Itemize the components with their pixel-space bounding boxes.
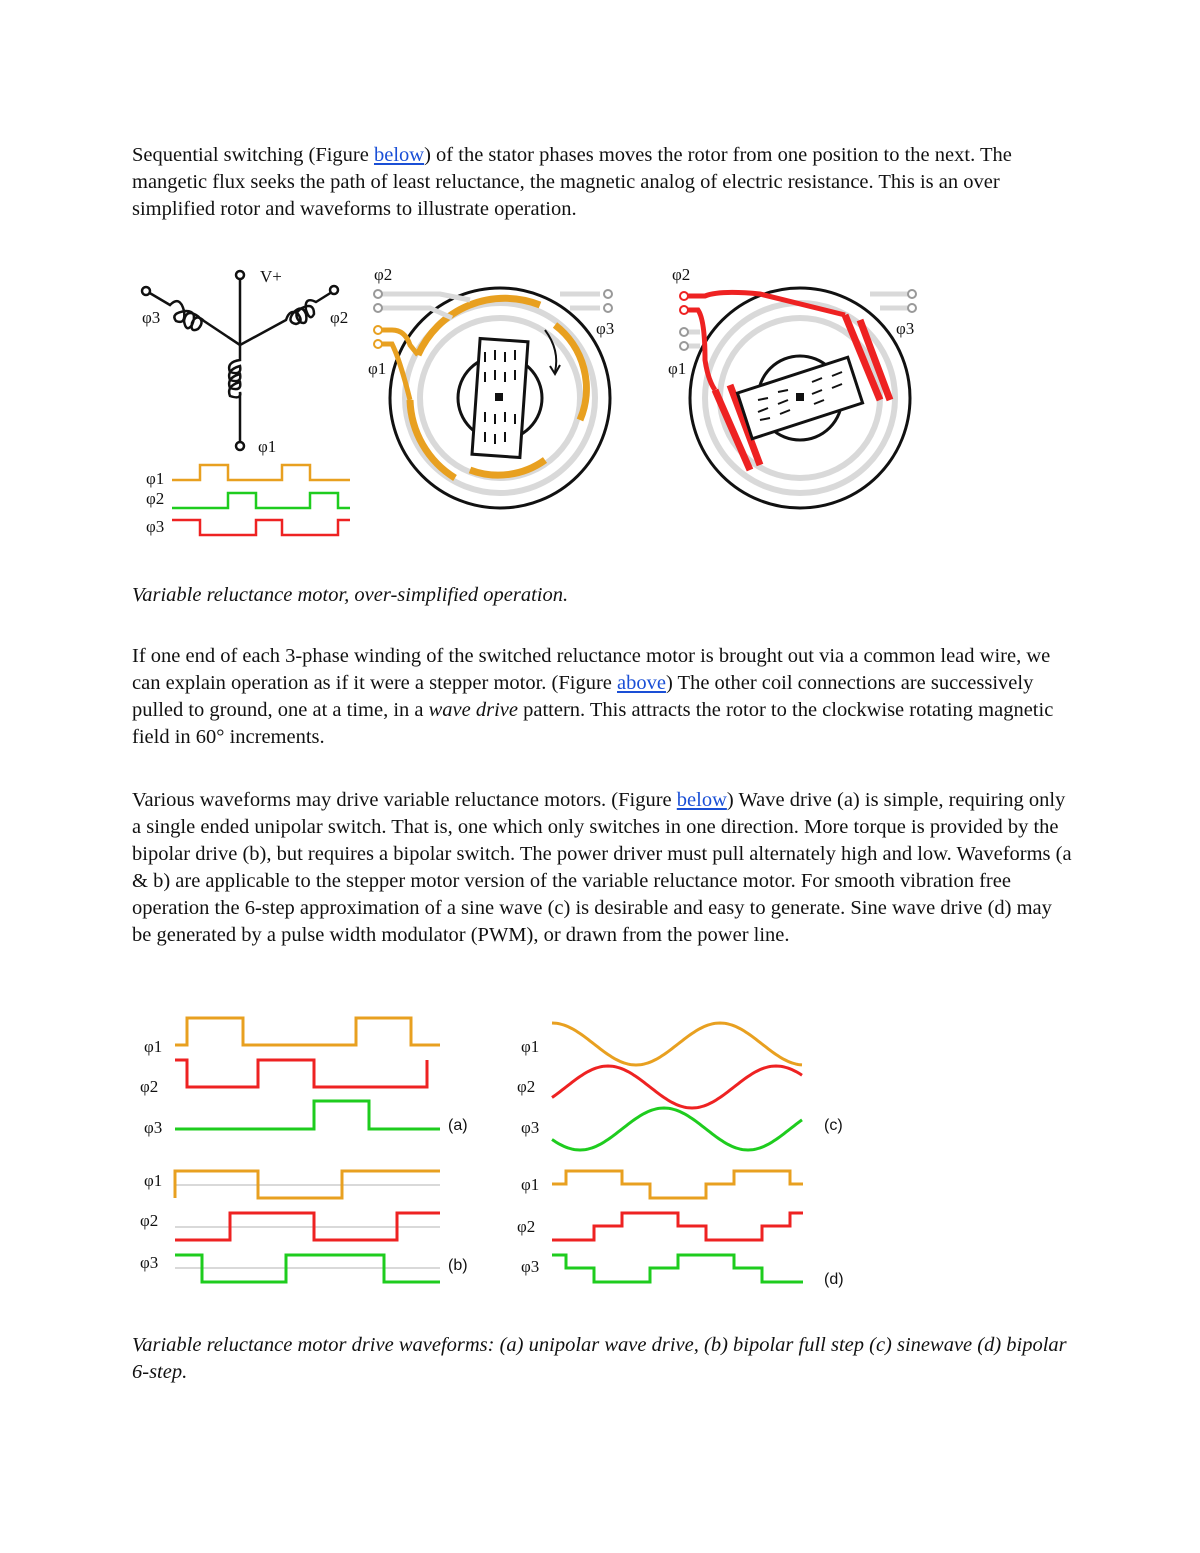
b-phi2-label: φ2 [140,1211,159,1230]
paragraph-3 [132,787,1072,949]
figure-2-caption: Variable reluctance motor drive waveforms: (a) unipolar wave drive, (b) bipolar full step (c) sinewave (d) bipolar 6-step. [132,1334,1067,1383]
waveform-c [552,1023,802,1150]
paragraph-2-text-c: pattern. This attracts the rotor to the clockwise rotating magnetic field in 60° increments. [132,699,1054,748]
c-phi2-label: φ2 [517,1077,536,1096]
a-phi2-label: φ2 [140,1077,159,1096]
figure-above-link[interactable]: above [617,672,666,694]
paragraph-3-text-a: Various waveforms may drive variable reluctance motors. (Figure [132,789,677,811]
motor2-phi3-label: φ3 [896,319,915,338]
phi3-label: φ3 [142,308,161,327]
motor-phase1-energized [374,288,615,508]
wave-phi2-label: φ2 [146,489,165,508]
a-phi3-label: φ3 [144,1118,163,1137]
waveform-a [175,1018,440,1129]
wave-phi1-label: φ1 [146,469,165,488]
paragraph-3-text-b: ) Wave drive (a) is simple, requiring only a single ended unipolar switch. That is, one which only switches in one direction. More torque is provided by the bipolar drive (b), but requires a bipolar switch. The power driver must pull alternately high and low. Waveforms (a & b) are applicable to the stepper motor version of the variable reluctance motor. For smooth vibration free operation the 6-step approximation of a sine wave (c) is desirable and easy to generate. Sine wave drive (d) may be generated by a pulse width modulator (PWM), or drawn from the power line. [132,789,1072,946]
d-phi1-label: φ1 [521,1175,540,1194]
figure-below-link-2[interactable]: below [676,789,727,811]
figure-below-link-1[interactable]: below [373,144,425,166]
label-c: (c) [824,1117,843,1134]
b-phi1-label: φ1 [144,1171,163,1190]
d-phi2-label: φ2 [517,1217,536,1236]
phi1-label: φ1 [258,437,277,456]
motor1-phi2-label: φ2 [374,265,393,284]
motor1-phi3-label: φ3 [596,319,615,338]
vplus-label: V+ [260,267,282,286]
label-b: (b) [448,1257,468,1274]
label-a: (a) [448,1117,468,1134]
motor2-phi1-label: φ1 [668,359,687,378]
paragraph-2 [132,643,1072,751]
paragraph-2-text-a: If one end of each 3-phase winding of the switched reluctance motor is brought out via a common lead wire, we can explain operation as if it were a stepper motor. (Figure [132,645,1051,694]
small-waveforms [172,465,350,535]
waveform-b [175,1171,440,1282]
label-d: (d) [824,1271,844,1288]
paragraph-1-text-a: Sequential switching (Figure [132,144,374,166]
wye-winding-schematic [142,271,338,450]
motor1-phi1-label: φ1 [368,359,387,378]
paragraph-1-text-b: ) of the stator phases moves the rotor from one position to the next. The mangetic flux seeks the path of least reluctance, the magnetic analog of electric resistance. This is an over simplified rotor and waveforms to illustrate operation. [132,144,1012,220]
c-phi1-label: φ1 [521,1037,540,1056]
wave-drive-emphasis: wave drive [428,699,518,721]
b-phi3-label: φ3 [140,1253,159,1272]
figure-1-caption: Variable reluctance motor, over-simplified operation. [132,584,569,606]
wave-phi3-label: φ3 [146,517,165,536]
a-phi1-label: φ1 [144,1037,163,1056]
motor2-phi2-label: φ2 [672,265,691,284]
d-phi3-label: φ3 [521,1257,540,1276]
phi2-label: φ2 [330,308,349,327]
paragraph-2-text-b: ) The other coil connections are successively pulled to ground, one at a time, in a [132,672,1034,721]
motor-phase2-energized [680,288,916,508]
c-phi3-label: φ3 [521,1118,540,1137]
figure-1-motor-diagram [0,0,1200,600]
waveform-d [552,1171,803,1282]
